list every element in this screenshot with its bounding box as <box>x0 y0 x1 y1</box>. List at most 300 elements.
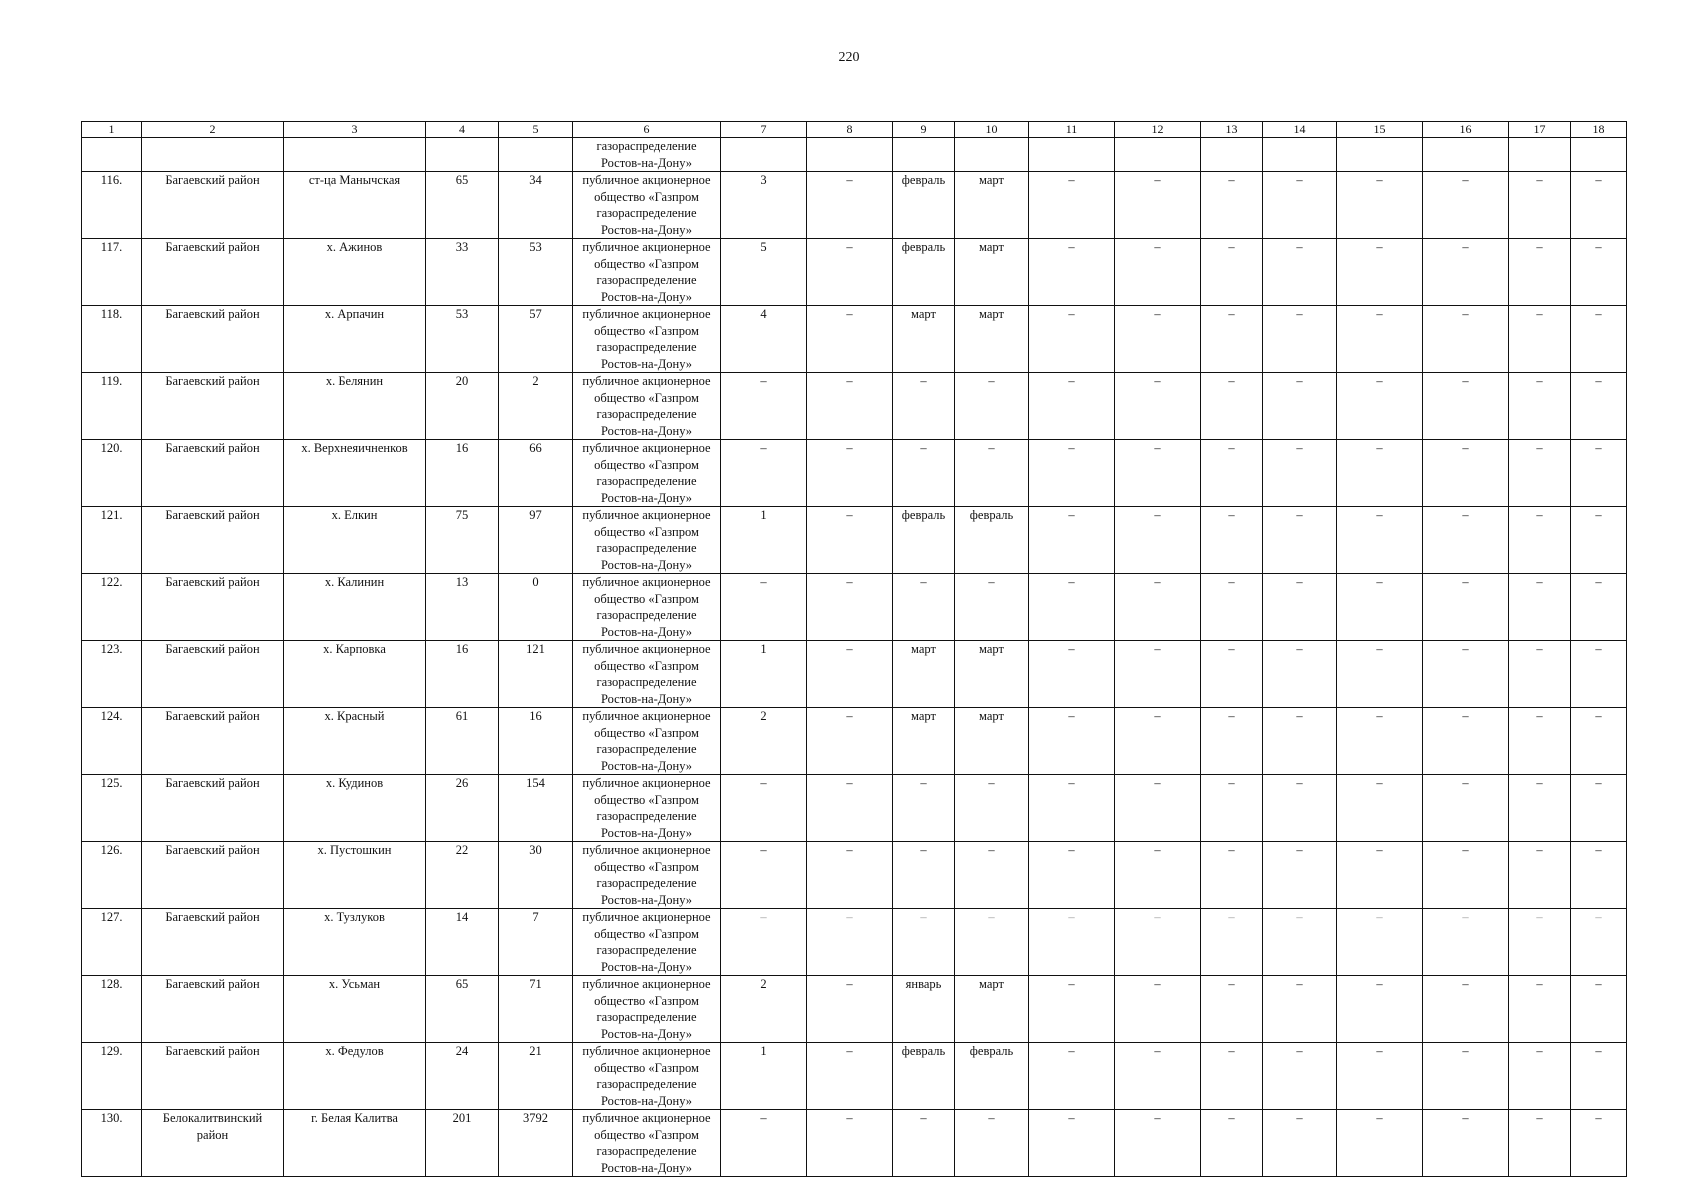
table-cell-col-2: Багаевский район <box>142 239 284 306</box>
table-cell-col-16: – <box>1423 373 1509 440</box>
table-cell-col-5: 66 <box>499 440 573 507</box>
table-cell-col-17: – <box>1509 775 1571 842</box>
table-cell-col-17: – <box>1509 373 1571 440</box>
table-cell-col-13: – <box>1201 574 1263 641</box>
table-cell-col-11: – <box>1029 842 1115 909</box>
table-row-continuation <box>82 138 1627 172</box>
table-cell-col-4: 75 <box>426 507 499 574</box>
table-cell-col-3: г. Белая Калитва <box>284 1110 426 1177</box>
table-cell-col-12: – <box>1115 239 1201 306</box>
table-cell-col-3: х. Белянин <box>284 373 426 440</box>
table-cell-col-5: 16 <box>499 708 573 775</box>
table-cell-col-1: 124. <box>82 708 142 775</box>
table-cell-col-7: – <box>721 909 807 976</box>
table-cell-col-6: публичное акционерное общество «Газпром газораспределение Ростов-на-Дону» <box>573 1043 721 1110</box>
table-cell-col-4: 14 <box>426 909 499 976</box>
table-cell-col-11: – <box>1029 373 1115 440</box>
table-cell-col-7: 5 <box>721 239 807 306</box>
table-cell-col-16: – <box>1423 574 1509 641</box>
table-cell-col-9: февраль <box>893 239 955 306</box>
table-cell-col-4 <box>426 138 499 172</box>
table-cell-col-6: публичное акционерное общество «Газпром газораспределение Ростов-на-Дону» <box>573 239 721 306</box>
table-row <box>82 1043 1627 1110</box>
table-cell-col-17: – <box>1509 976 1571 1043</box>
table-cell-col-6: публичное акционерное общество «Газпром газораспределение Ростов-на-Дону» <box>573 708 721 775</box>
table-cell-col-15: – <box>1337 574 1423 641</box>
table-cell-col-11: – <box>1029 976 1115 1043</box>
table-cell-col-18: – <box>1571 842 1627 909</box>
table-cell-col-8: – <box>807 708 893 775</box>
table-cell-col-1: 129. <box>82 1043 142 1110</box>
table-cell-col-9: март <box>893 708 955 775</box>
table-cell-col-12: – <box>1115 842 1201 909</box>
table-cell-col-8: – <box>807 1043 893 1110</box>
table-cell-col-9: – <box>893 775 955 842</box>
table-cell-col-14: – <box>1263 239 1337 306</box>
table-cell-col-17: – <box>1509 440 1571 507</box>
table-cell-col-15 <box>1337 138 1423 172</box>
table-cell-col-15: – <box>1337 507 1423 574</box>
table-cell-col-7: 2 <box>721 976 807 1043</box>
table-cell-col-1: 125. <box>82 775 142 842</box>
table-cell-col-8: – <box>807 440 893 507</box>
table-cell-col-9: март <box>893 641 955 708</box>
table-cell-col-8: – <box>807 1110 893 1177</box>
table-cell-col-11: – <box>1029 1043 1115 1110</box>
table-cell-col-16: – <box>1423 1043 1509 1110</box>
table-cell-col-13: – <box>1201 909 1263 976</box>
table-cell-col-8: – <box>807 172 893 239</box>
table-cell-col-17: – <box>1509 842 1571 909</box>
table-cell-col-10: февраль <box>955 507 1029 574</box>
table-body <box>82 138 1627 1177</box>
table-cell-col-15: – <box>1337 306 1423 373</box>
gasification-table <box>81 121 1627 1177</box>
column-header-4: 4 <box>426 122 499 138</box>
table-cell-col-5: 154 <box>499 775 573 842</box>
table-cell-col-16: – <box>1423 440 1509 507</box>
table-cell-col-5: 34 <box>499 172 573 239</box>
table-cell-col-2: Багаевский район <box>142 306 284 373</box>
table-cell-col-11: – <box>1029 641 1115 708</box>
table-cell-col-13: – <box>1201 440 1263 507</box>
table-cell-col-1: 117. <box>82 239 142 306</box>
table-cell-col-16: – <box>1423 172 1509 239</box>
table-cell-col-12 <box>1115 138 1201 172</box>
column-header-15: 15 <box>1337 122 1423 138</box>
table-cell-col-17: – <box>1509 306 1571 373</box>
table-cell-col-7 <box>721 138 807 172</box>
table-cell-col-6: публичное акционерное общество «Газпром газораспределение Ростов-на-Дону» <box>573 976 721 1043</box>
table-cell-col-10: – <box>955 775 1029 842</box>
table-cell-col-16: – <box>1423 909 1509 976</box>
table-cell-col-12: – <box>1115 172 1201 239</box>
table-cell-col-7: – <box>721 440 807 507</box>
table-cell-col-9: январь <box>893 976 955 1043</box>
column-header-9: 9 <box>893 122 955 138</box>
table-cell-col-11: – <box>1029 440 1115 507</box>
table-cell-col-14: – <box>1263 440 1337 507</box>
table-cell-col-13: – <box>1201 172 1263 239</box>
table-cell-col-1: 121. <box>82 507 142 574</box>
table-cell-col-17: – <box>1509 507 1571 574</box>
table-cell-col-14: – <box>1263 909 1337 976</box>
table-cell-col-9: – <box>893 1110 955 1177</box>
table-cell-col-1 <box>82 138 142 172</box>
table-cell-col-11: – <box>1029 239 1115 306</box>
table-cell-col-18: – <box>1571 507 1627 574</box>
table-cell-col-5: 53 <box>499 239 573 306</box>
table-cell-col-4: 65 <box>426 976 499 1043</box>
table-cell-col-6: публичное акционерное общество «Газпром газораспределение Ростов-на-Дону» <box>573 172 721 239</box>
table-cell-col-10: март <box>955 172 1029 239</box>
table-cell-col-18: – <box>1571 1110 1627 1177</box>
table-cell-col-16: – <box>1423 239 1509 306</box>
table-cell-col-10: – <box>955 440 1029 507</box>
table-cell-col-13: – <box>1201 708 1263 775</box>
table-cell-col-9: – <box>893 440 955 507</box>
table-cell-col-13: – <box>1201 775 1263 842</box>
column-header-2: 2 <box>142 122 284 138</box>
table-cell-col-14: – <box>1263 574 1337 641</box>
table-cell-col-11: – <box>1029 909 1115 976</box>
table-cell-col-4: 22 <box>426 842 499 909</box>
table-cell-col-6: публичное акционерное общество «Газпром газораспределение Ростов-на-Дону» <box>573 373 721 440</box>
table-row <box>82 172 1627 239</box>
table-row <box>82 708 1627 775</box>
table-cell-col-18: – <box>1571 1043 1627 1110</box>
table-cell-col-8: – <box>807 775 893 842</box>
table-cell-col-4: 24 <box>426 1043 499 1110</box>
table-cell-col-9: – <box>893 909 955 976</box>
table-cell-col-18 <box>1571 138 1627 172</box>
table-cell-col-14 <box>1263 138 1337 172</box>
table-cell-col-4: 201 <box>426 1110 499 1177</box>
table-cell-col-15: – <box>1337 1110 1423 1177</box>
table-cell-col-4: 26 <box>426 775 499 842</box>
table-cell-col-9: март <box>893 306 955 373</box>
table-cell-col-3: х. Елкин <box>284 507 426 574</box>
table-cell-col-11: – <box>1029 775 1115 842</box>
table-cell-col-10: – <box>955 373 1029 440</box>
table-cell-col-8: – <box>807 306 893 373</box>
table-cell-col-1: 127. <box>82 909 142 976</box>
table-cell-col-1: 118. <box>82 306 142 373</box>
table-cell-col-8: – <box>807 909 893 976</box>
table-cell-col-17: – <box>1509 239 1571 306</box>
table-cell-col-1: 120. <box>82 440 142 507</box>
table-cell-col-9: – <box>893 373 955 440</box>
table-cell-col-15: – <box>1337 775 1423 842</box>
table-cell-col-10: март <box>955 708 1029 775</box>
table-cell-col-13: – <box>1201 842 1263 909</box>
table-row <box>82 1110 1627 1177</box>
table-row <box>82 306 1627 373</box>
table-cell-col-17 <box>1509 138 1571 172</box>
column-header-7: 7 <box>721 122 807 138</box>
table-cell-col-12: – <box>1115 507 1201 574</box>
table-cell-col-14: – <box>1263 1110 1337 1177</box>
table-cell-col-18: – <box>1571 708 1627 775</box>
column-header-10: 10 <box>955 122 1029 138</box>
table-cell-col-14: – <box>1263 172 1337 239</box>
table-cell-col-7: – <box>721 775 807 842</box>
table-cell-col-13: – <box>1201 239 1263 306</box>
table-cell-col-18: – <box>1571 775 1627 842</box>
page-number: 220 <box>838 50 860 65</box>
table-cell-col-16: – <box>1423 976 1509 1043</box>
table-cell-col-18: – <box>1571 574 1627 641</box>
table-cell-col-12: – <box>1115 1043 1201 1110</box>
table-cell-col-1: 119. <box>82 373 142 440</box>
column-header-13: 13 <box>1201 122 1263 138</box>
table-row <box>82 440 1627 507</box>
table-cell-col-5: 71 <box>499 976 573 1043</box>
table-cell-col-5: 57 <box>499 306 573 373</box>
table-cell-col-6: публичное акционерное общество «Газпром газораспределение Ростов-на-Дону» <box>573 574 721 641</box>
table-cell-col-15: – <box>1337 239 1423 306</box>
table-cell-col-6: публичное акционерное общество «Газпром газораспределение Ростов-на-Дону» <box>573 306 721 373</box>
table-cell-col-13 <box>1201 138 1263 172</box>
table-cell-col-5: 3792 <box>499 1110 573 1177</box>
table-cell-col-2: Багаевский район <box>142 440 284 507</box>
table-cell-col-8: – <box>807 507 893 574</box>
table-cell-col-14: – <box>1263 775 1337 842</box>
table-cell-col-16: – <box>1423 708 1509 775</box>
table-cell-col-16: – <box>1423 641 1509 708</box>
table-cell-col-12: – <box>1115 306 1201 373</box>
table-cell-col-12: – <box>1115 708 1201 775</box>
table-cell-col-18: – <box>1571 909 1627 976</box>
table-cell-col-3: х. Кудинов <box>284 775 426 842</box>
table-cell-col-2 <box>142 138 284 172</box>
table-cell-col-1: 116. <box>82 172 142 239</box>
table-cell-col-8: – <box>807 239 893 306</box>
column-header-1: 1 <box>82 122 142 138</box>
table-cell-col-17: – <box>1509 1043 1571 1110</box>
table-cell-col-15: – <box>1337 373 1423 440</box>
table-cell-col-3: х. Калинин <box>284 574 426 641</box>
table-cell-col-17: – <box>1509 574 1571 641</box>
table-cell-col-2: Багаевский район <box>142 507 284 574</box>
table-cell-col-2: Багаевский район <box>142 172 284 239</box>
table-cell-col-8: – <box>807 373 893 440</box>
table-cell-col-13: – <box>1201 976 1263 1043</box>
table-cell-col-7: – <box>721 1110 807 1177</box>
table-cell-col-9: февраль <box>893 507 955 574</box>
table-cell-col-18: – <box>1571 306 1627 373</box>
table-cell-col-1: 126. <box>82 842 142 909</box>
table-cell-col-4: 53 <box>426 306 499 373</box>
table-cell-col-5: 97 <box>499 507 573 574</box>
table-cell-col-10: – <box>955 842 1029 909</box>
table-cell-col-14: – <box>1263 507 1337 574</box>
table-cell-col-13: – <box>1201 373 1263 440</box>
table-cell-col-1: 130. <box>82 1110 142 1177</box>
table-cell-col-10: март <box>955 976 1029 1043</box>
table-cell-col-14: – <box>1263 842 1337 909</box>
table-cell-col-11 <box>1029 138 1115 172</box>
table-cell-col-14: – <box>1263 373 1337 440</box>
table-cell-col-6: газораспределение Ростов-на-Дону» <box>573 138 721 172</box>
table-cell-col-9: февраль <box>893 172 955 239</box>
table-row <box>82 842 1627 909</box>
table-cell-col-18: – <box>1571 239 1627 306</box>
table-cell-col-18: – <box>1571 440 1627 507</box>
table-cell-col-6: публичное акционерное общество «Газпром газораспределение Ростов-на-Дону» <box>573 1110 721 1177</box>
table-cell-col-9: – <box>893 574 955 641</box>
table-cell-col-1: 128. <box>82 976 142 1043</box>
table-cell-col-3: х. Арпачин <box>284 306 426 373</box>
table-cell-col-7: 1 <box>721 507 807 574</box>
table-cell-col-3: х. Карповка <box>284 641 426 708</box>
table-cell-col-7: 3 <box>721 172 807 239</box>
table-cell-col-8 <box>807 138 893 172</box>
table-cell-col-3: х. Тузлуков <box>284 909 426 976</box>
table-cell-col-2: Багаевский район <box>142 1043 284 1110</box>
table-cell-col-17: – <box>1509 641 1571 708</box>
table-cell-col-10: март <box>955 641 1029 708</box>
table-cell-col-7: 1 <box>721 641 807 708</box>
column-header-18: 18 <box>1571 122 1627 138</box>
table-cell-col-13: – <box>1201 1110 1263 1177</box>
table-cell-col-3: х. Пустошкин <box>284 842 426 909</box>
table-cell-col-12: – <box>1115 641 1201 708</box>
table-cell-col-7: – <box>721 574 807 641</box>
table-cell-col-15: – <box>1337 1043 1423 1110</box>
table-cell-col-11: – <box>1029 507 1115 574</box>
table-cell-col-6: публичное акционерное общество «Газпром газораспределение Ростов-на-Дону» <box>573 440 721 507</box>
table-cell-col-15: – <box>1337 976 1423 1043</box>
table-cell-col-14: – <box>1263 306 1337 373</box>
column-header-17: 17 <box>1509 122 1571 138</box>
table-cell-col-13: – <box>1201 507 1263 574</box>
table-cell-col-15: – <box>1337 440 1423 507</box>
table-cell-col-18: – <box>1571 976 1627 1043</box>
table-cell-col-16: – <box>1423 1110 1509 1177</box>
table-cell-col-1: 123. <box>82 641 142 708</box>
table-cell-col-16: – <box>1423 507 1509 574</box>
table-cell-col-5: 0 <box>499 574 573 641</box>
table-cell-col-3 <box>284 138 426 172</box>
column-header-16: 16 <box>1423 122 1509 138</box>
table-cell-col-5: 2 <box>499 373 573 440</box>
table-cell-col-7: 4 <box>721 306 807 373</box>
column-header-14: 14 <box>1263 122 1337 138</box>
table-cell-col-12: – <box>1115 1110 1201 1177</box>
table-cell-col-4: 16 <box>426 440 499 507</box>
table-cell-col-7: 2 <box>721 708 807 775</box>
table-cell-col-6: публичное акционерное общество «Газпром газораспределение Ростов-на-Дону» <box>573 842 721 909</box>
table-cell-col-2: Багаевский район <box>142 641 284 708</box>
table-cell-col-18: – <box>1571 172 1627 239</box>
table-cell-col-17: – <box>1509 172 1571 239</box>
table-cell-col-18: – <box>1571 641 1627 708</box>
table-cell-col-2: Багаевский район <box>142 775 284 842</box>
table-cell-col-4: 61 <box>426 708 499 775</box>
column-header-8: 8 <box>807 122 893 138</box>
table-header-row <box>82 122 1627 138</box>
table-cell-col-2: Багаевский район <box>142 574 284 641</box>
table-cell-col-11: – <box>1029 172 1115 239</box>
table-cell-col-14: – <box>1263 708 1337 775</box>
table-cell-col-4: 16 <box>426 641 499 708</box>
table-row <box>82 775 1627 842</box>
table-cell-col-8: – <box>807 842 893 909</box>
table-cell-col-15: – <box>1337 641 1423 708</box>
table-cell-col-2: Белокалитвинский район <box>142 1110 284 1177</box>
column-header-12: 12 <box>1115 122 1201 138</box>
table-cell-col-13: – <box>1201 306 1263 373</box>
table-cell-col-8: – <box>807 641 893 708</box>
column-header-6: 6 <box>573 122 721 138</box>
table-cell-col-17: – <box>1509 1110 1571 1177</box>
table-cell-col-1: 122. <box>82 574 142 641</box>
table-cell-col-12: – <box>1115 976 1201 1043</box>
table-cell-col-13: – <box>1201 1043 1263 1110</box>
table-cell-col-7: 1 <box>721 1043 807 1110</box>
table-cell-col-10: – <box>955 1110 1029 1177</box>
table-cell-col-10: – <box>955 909 1029 976</box>
table-cell-col-12: – <box>1115 373 1201 440</box>
table-cell-col-6: публичное акционерное общество «Газпром газораспределение Ростов-на-Дону» <box>573 909 721 976</box>
column-header-11: 11 <box>1029 122 1115 138</box>
table-cell-col-16: – <box>1423 306 1509 373</box>
table-cell-col-13: – <box>1201 641 1263 708</box>
table-cell-col-17: – <box>1509 708 1571 775</box>
table-row <box>82 373 1627 440</box>
table-cell-col-10: – <box>955 574 1029 641</box>
table-cell-col-14: – <box>1263 1043 1337 1110</box>
table-cell-col-10 <box>955 138 1029 172</box>
table-cell-col-15: – <box>1337 909 1423 976</box>
table-cell-col-2: Багаевский район <box>142 976 284 1043</box>
table-cell-col-3: х. Федулов <box>284 1043 426 1110</box>
table-cell-col-8: – <box>807 976 893 1043</box>
table-cell-col-15: – <box>1337 708 1423 775</box>
table-row <box>82 507 1627 574</box>
table-cell-col-2: Багаевский район <box>142 909 284 976</box>
table-cell-col-2: Багаевский район <box>142 708 284 775</box>
table-row <box>82 641 1627 708</box>
table-cell-col-3: ст-ца Манычская <box>284 172 426 239</box>
table-cell-col-6: публичное акционерное общество «Газпром газораспределение Ростов-на-Дону» <box>573 641 721 708</box>
table-cell-col-4: 65 <box>426 172 499 239</box>
table-cell-col-5: 21 <box>499 1043 573 1110</box>
table-cell-col-2: Багаевский район <box>142 373 284 440</box>
table-cell-col-17: – <box>1509 909 1571 976</box>
table-cell-col-3: х. Ажинов <box>284 239 426 306</box>
table-cell-col-3: х. Красный <box>284 708 426 775</box>
table-cell-col-10: февраль <box>955 1043 1029 1110</box>
table-cell-col-16 <box>1423 138 1509 172</box>
table-cell-col-11: – <box>1029 708 1115 775</box>
table-cell-col-11: – <box>1029 1110 1115 1177</box>
table-cell-col-12: – <box>1115 909 1201 976</box>
table-cell-col-16: – <box>1423 775 1509 842</box>
table-cell-col-15: – <box>1337 842 1423 909</box>
table-cell-col-2: Багаевский район <box>142 842 284 909</box>
table-cell-col-6: публичное акционерное общество «Газпром газораспределение Ростов-на-Дону» <box>573 507 721 574</box>
table-row <box>82 239 1627 306</box>
table-row <box>82 574 1627 641</box>
table-cell-col-9 <box>893 138 955 172</box>
table-cell-col-11: – <box>1029 574 1115 641</box>
table-cell-col-10: март <box>955 239 1029 306</box>
column-header-3: 3 <box>284 122 426 138</box>
table-cell-col-12: – <box>1115 574 1201 641</box>
table-cell-col-4: 33 <box>426 239 499 306</box>
